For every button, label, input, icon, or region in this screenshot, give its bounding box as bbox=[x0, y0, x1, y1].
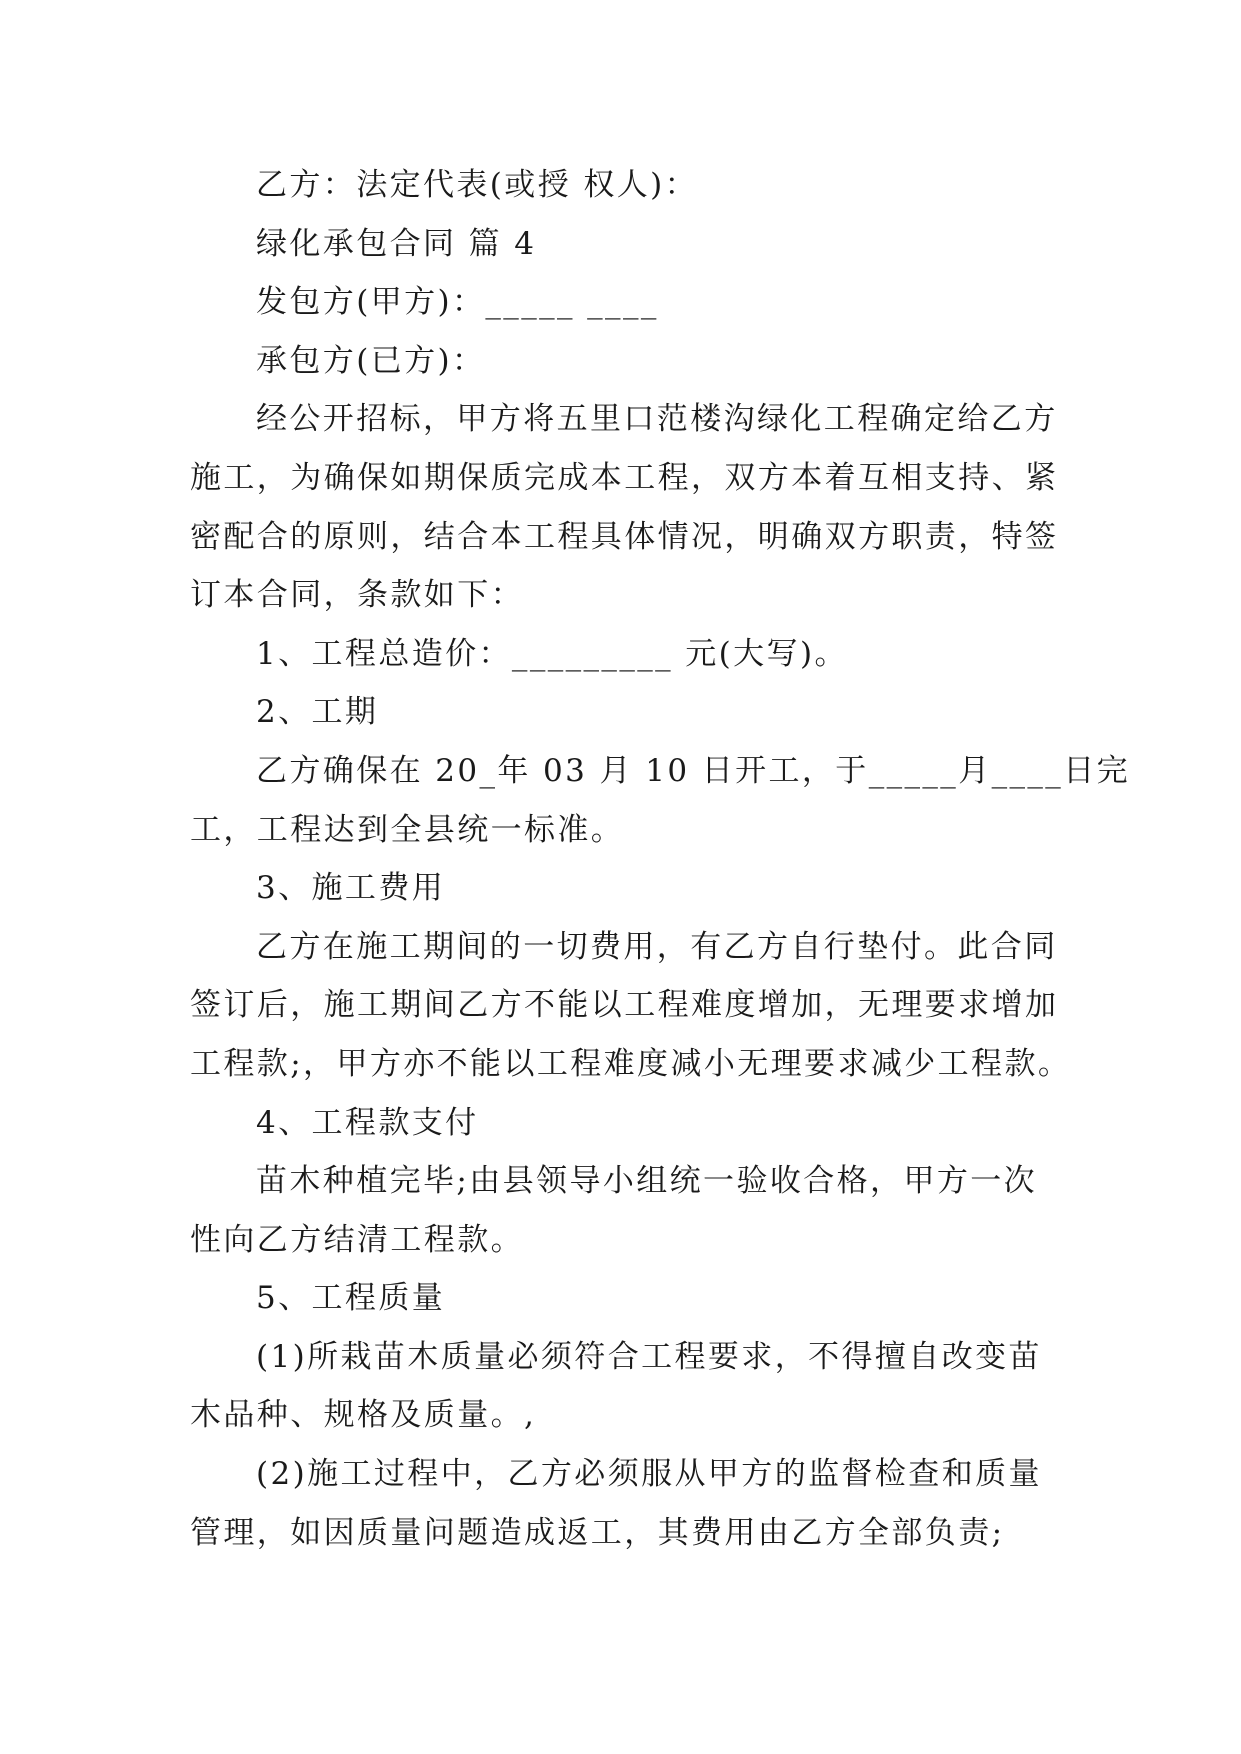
clause-total-price: 1、工程总造价：_________ 元(大写)。 bbox=[256, 635, 848, 672]
clause-heading: 3、施工费用 bbox=[256, 870, 446, 907]
paragraph-line: 施工，为确保如期保质完成本工程，双方本着互相支持、紧 bbox=[190, 459, 1059, 496]
section-heading: 绿化承包合同 篇 4 bbox=[256, 225, 537, 262]
clause-heading: 2、工期 bbox=[256, 694, 379, 731]
paragraph-line: (1)所栽苗木质量必须符合工程要求，不得擅自改变苗 bbox=[256, 1338, 1042, 1375]
party-b-signature-line: 乙方：法定代表(或授 权人)： bbox=[256, 167, 699, 203]
paragraph-line: 木品种、规格及质量。, bbox=[190, 1397, 537, 1434]
paragraph-line: (2)施工过程中，乙方必须服从甲方的监督检查和质量 bbox=[256, 1456, 1042, 1493]
document-body bbox=[190, 156, 1131, 1562]
paragraph-line: 工，工程达到全县统一标准。 bbox=[190, 811, 625, 848]
paragraph-line: 工程款;，甲方亦不能以工程难度减小无理要求减少工程款。 bbox=[190, 1045, 1072, 1082]
paragraph-line: 密配合的原则，结合本工程具体情况，明确双方职责，特签 bbox=[190, 518, 1059, 555]
paragraph-line: 经公开招标，甲方将五里口范楼沟绿化工程确定给乙方 bbox=[256, 401, 1058, 438]
paragraph-line: 苗木种植完毕;由县领导小组统一验收合格，甲方一次 bbox=[256, 1163, 1038, 1200]
paragraph-line: 乙方确保在 20_年 03 月 10 日开工，于_____月____日完 bbox=[256, 752, 1131, 789]
clause-heading: 4、工程款支付 bbox=[256, 1104, 479, 1141]
party-b-line: 承包方(已方)： bbox=[256, 342, 486, 379]
paragraph-line: 性向乙方结清工程款。 bbox=[190, 1221, 524, 1258]
paragraph-line: 签订后，施工期间乙方不能以工程难度增加，无理要求增加 bbox=[190, 987, 1059, 1024]
paragraph-line: 乙方在施工期间的一切费用，有乙方自行垫付。此合同 bbox=[256, 928, 1058, 965]
paragraph-line: 订本合同，条款如下： bbox=[190, 577, 524, 614]
clause-heading: 5、工程质量 bbox=[256, 1280, 446, 1317]
paragraph-line: 管理，如因质量问题造成返工，其费用由乙方全部负责; bbox=[190, 1514, 1005, 1551]
party-a-line: 发包方(甲方)：_____ ____ bbox=[256, 284, 659, 321]
